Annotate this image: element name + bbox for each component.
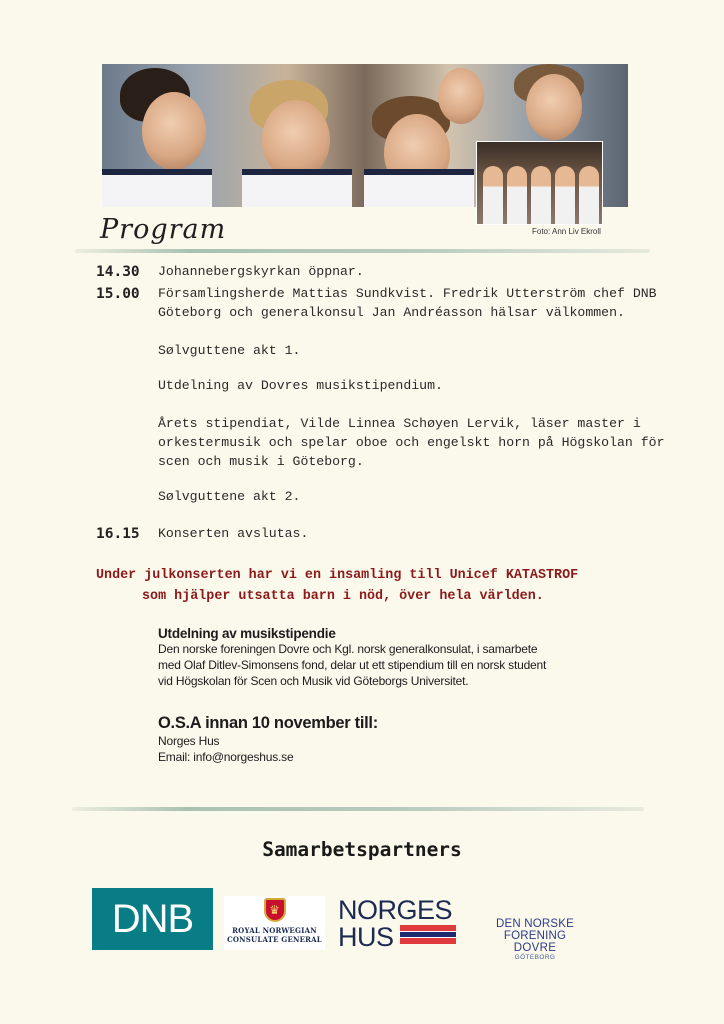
norwegian-crest-icon: ♛ bbox=[264, 898, 286, 922]
program-heading: Program bbox=[100, 214, 227, 245]
program-line: Johannebergskyrkan öppnar. bbox=[158, 264, 364, 279]
scholarship-section bbox=[158, 626, 546, 689]
program-line: Sølvguttene akt 2. bbox=[158, 489, 301, 504]
osa-heading: O.S.A innan 10 november till: bbox=[158, 714, 378, 732]
consulate-logo-line: CONSULATE GENERAL bbox=[227, 935, 322, 944]
dovre-logo-line: DEN NORSKE FORENING bbox=[495, 918, 575, 942]
program-line: Sølvguttene akt 1. bbox=[158, 343, 301, 358]
scholarship-text: med Olaf Ditlev-Simonsens fond, delar ut ett stipendium till en norsk student bbox=[158, 658, 547, 672]
program-line: Konserten avslutas. bbox=[158, 526, 309, 541]
flag-stripes-icon bbox=[400, 925, 456, 944]
divider-top bbox=[75, 249, 650, 253]
dnb-logo bbox=[92, 888, 213, 950]
divider-bottom bbox=[72, 807, 644, 811]
dovre-logo-line: DOVRE bbox=[513, 942, 557, 954]
dovre-logo-line: GÖTEBORG bbox=[514, 954, 556, 961]
notice-line: Under julkonserten har vi en insamling till Unicef KATASTROF bbox=[96, 568, 579, 583]
program-line: Årets stipendiat, Vilde Linnea Schøyen Lervik, läser master i bbox=[158, 416, 641, 431]
scholarship-text: vid Högskolan för Scen och Musik vid Göteborgs Universitet. bbox=[158, 674, 469, 688]
scholarship-text: Den norske foreningen Dovre och Kgl. norsk generalkonsulat, i samarbete bbox=[158, 642, 538, 656]
partners-heading: Samarbetspartners bbox=[262, 838, 462, 861]
choir-inset-photo bbox=[476, 141, 603, 225]
osa-email: Email: info@norgeshus.se bbox=[158, 750, 294, 764]
consulate-logo-line: ROYAL NORWEGIAN bbox=[232, 926, 317, 935]
fundraising-notice bbox=[96, 565, 656, 607]
photo-credit: Foto: Ann Liv Ekroll bbox=[532, 227, 601, 236]
osa-name: Norges Hus bbox=[158, 734, 220, 748]
norges-hus-word: HUS bbox=[338, 922, 394, 952]
norges-hus-logo bbox=[338, 895, 458, 953]
scholarship-heading: Utdelning av musikstipendie bbox=[158, 626, 336, 641]
dovre-logo bbox=[470, 918, 600, 961]
time-label: 15.00 bbox=[96, 286, 140, 302]
osa-section bbox=[158, 714, 378, 765]
program-line: Göteborg och generalkonsul Jan Andréasson hälsar välkommen. bbox=[158, 305, 625, 320]
consulate-logo bbox=[224, 896, 325, 950]
norges-hus-word: NORGES bbox=[338, 895, 453, 925]
program-line: orkestermusik och spelar oboe och engelskt horn på Högskolan för bbox=[158, 435, 665, 450]
time-label: 16.15 bbox=[96, 526, 140, 542]
program-line: Utdelning av Dovres musikstipendium. bbox=[158, 378, 443, 393]
time-label: 14.30 bbox=[96, 264, 140, 280]
program-line: Församlingsherde Mattias Sundkvist. Fredrik Utterström chef DNB bbox=[158, 286, 657, 301]
program-line: scen och musik i Göteborg. bbox=[158, 454, 364, 469]
dnb-logo-text: DNB bbox=[111, 896, 194, 941]
notice-line: som hjälper utsatta barn i nöd, över hela världen. bbox=[142, 589, 544, 604]
